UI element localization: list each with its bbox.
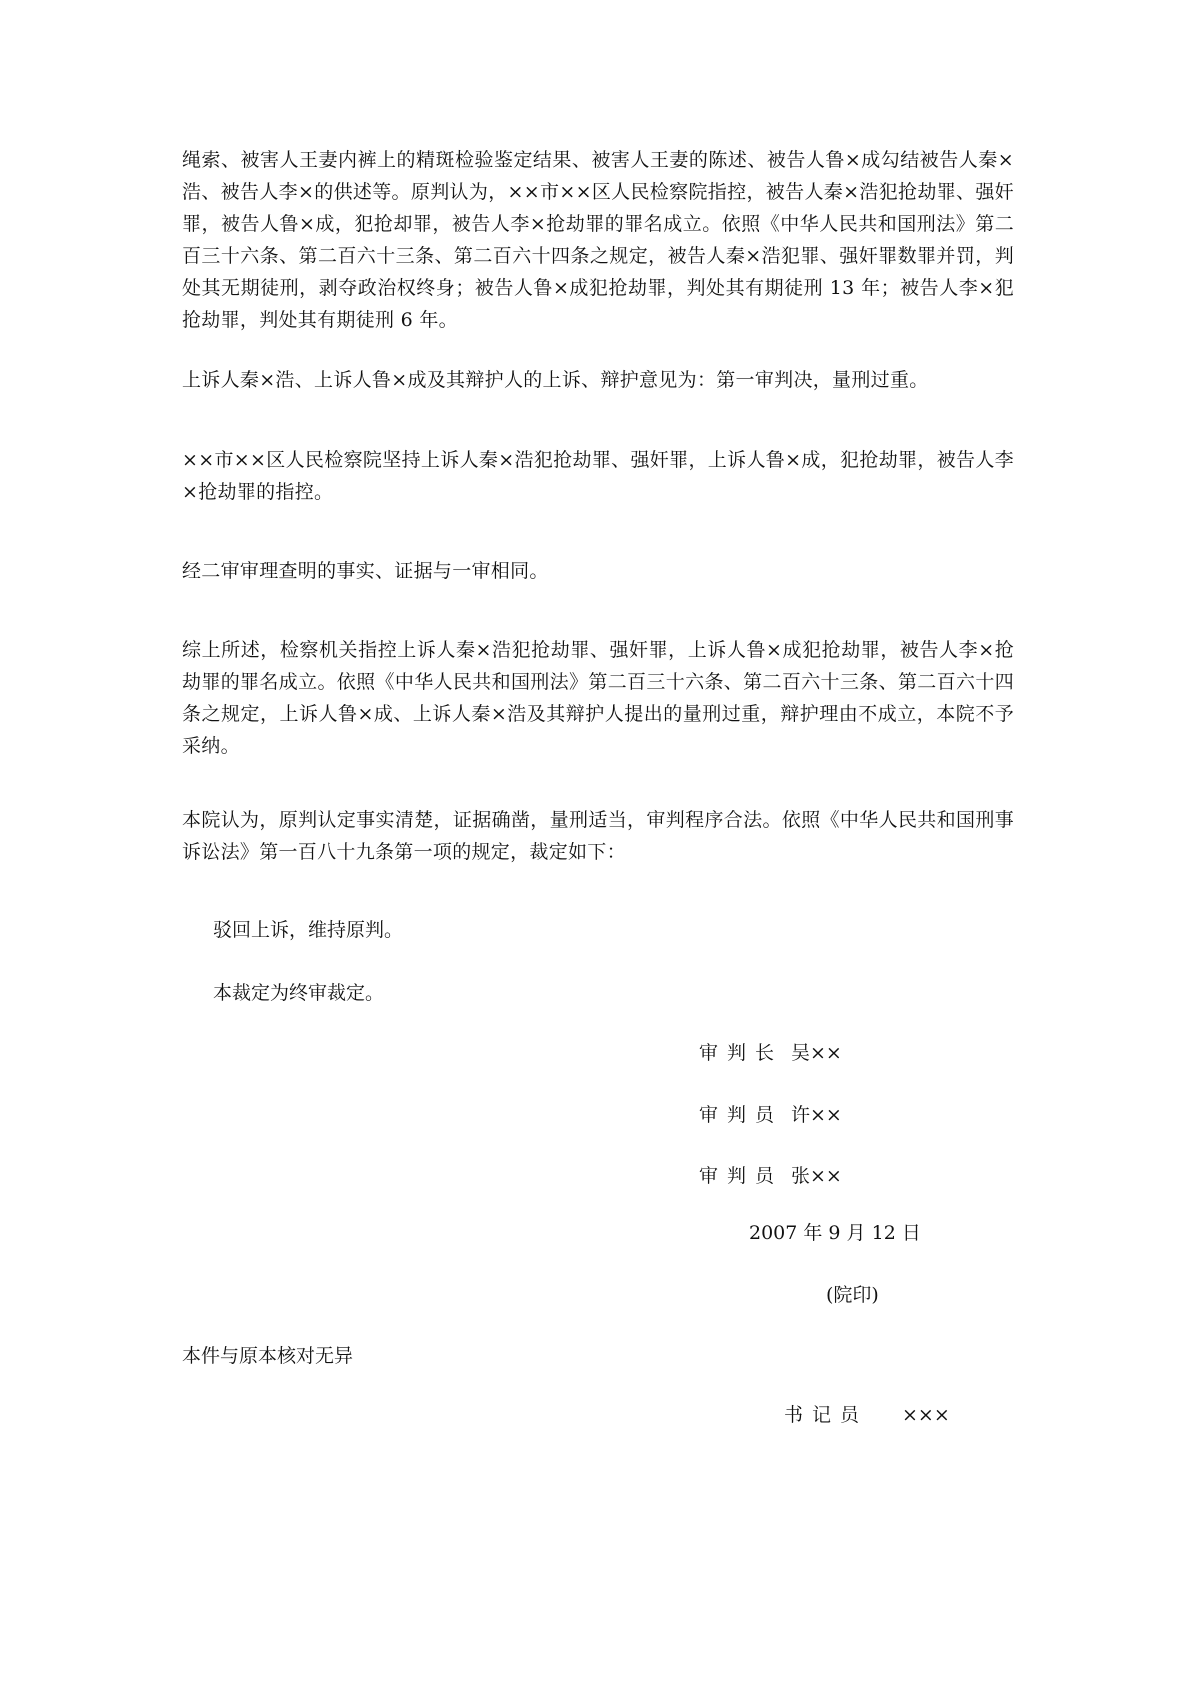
judge-name-2: 张×× — [791, 1165, 842, 1187]
paragraph-appeal-opinion: 上诉人秦×浩、上诉人鲁×成及其辩护人的上诉、辩护意见为：第一审判决，量刑过重。 — [182, 369, 929, 391]
judge-signature-2 — [699, 1162, 842, 1190]
chief-judge-signature — [699, 1039, 842, 1067]
court-seal: (院印) — [826, 1284, 879, 1306]
paragraph-original-judgment: 绳索、被害人王妻内裤上的精斑检验鉴定结果、被害人王妻的陈述、被告人鲁×成勾结被告人秦×浩、被告人李×的供述等。原判认为，××市××区人民检察院指控，被告人秦×浩犯抢劫罪、强奸罪，被告人鲁×成，犯抢却罪，被告人李×抢劫罪的罪名成立。依照《中华人民共和国刑法》第二百三十六条、第二百六十三条、第二百六十四条之规定，被告人秦×浩犯罪、强奸罪数罪并罚，判处其无期徒刑，剥夺政治权终身；被告人鲁×成犯抢劫罪，判处其有期徒刑 13 年；被告人李×犯抢劫罪，判处其有期徒刑 6 年。 — [182, 149, 1014, 331]
chief-judge-role: 审判长 — [699, 1042, 784, 1064]
judge-role-1: 审判员 — [699, 1104, 784, 1126]
judge-role-2: 审判员 — [699, 1165, 784, 1187]
paragraph-second-instance: 经二审审理查明的事实、证据与一审相同。 — [182, 560, 549, 582]
judge-signature-1 — [699, 1101, 842, 1129]
clerk-role: 书记员 — [784, 1404, 869, 1426]
ruling-text: 驳回上诉，维持原判。 — [213, 919, 404, 941]
clerk-name: ××× — [902, 1404, 950, 1426]
paragraph-summary: 综上所述，检察机关指控上诉人秦×浩犯抢劫罪、强奸罪，上诉人鲁×成犯抢劫罪，被告人李×抢劫罪的罪名成立。依照《中华人民共和国刑法》第二百三十六条、第二百六十三条、第二百六十四条之规定，上诉人鲁×成、上诉人秦×浩及其辩护人提出的量刑过重，辩护理由不成立，本院不予采纳。 — [182, 639, 1014, 757]
judge-name-1: 许×× — [791, 1104, 842, 1126]
paragraph-court-opinion: 本院认为，原判认定事实清楚，证据确凿，量刑适当，审判程序合法。依照《中华人民共和国刑事诉讼法》第一百八十九条第一项的规定，裁定如下： — [182, 809, 1014, 863]
ruling-date: 2007 年 9 月 12 日 — [749, 1222, 921, 1244]
finality-text: 本裁定为终审裁定。 — [213, 982, 385, 1004]
certification-note: 本件与原本核对无异 — [182, 1345, 354, 1367]
clerk-signature — [784, 1401, 950, 1429]
chief-judge-name: 吴×× — [791, 1042, 842, 1064]
paragraph-procuratorate: ××市××区人民检察院坚持上诉人秦×浩犯抢劫罪、强奸罪，上诉人鲁×成，犯抢劫罪，被告人李×抢劫罪的指控。 — [182, 449, 1014, 503]
